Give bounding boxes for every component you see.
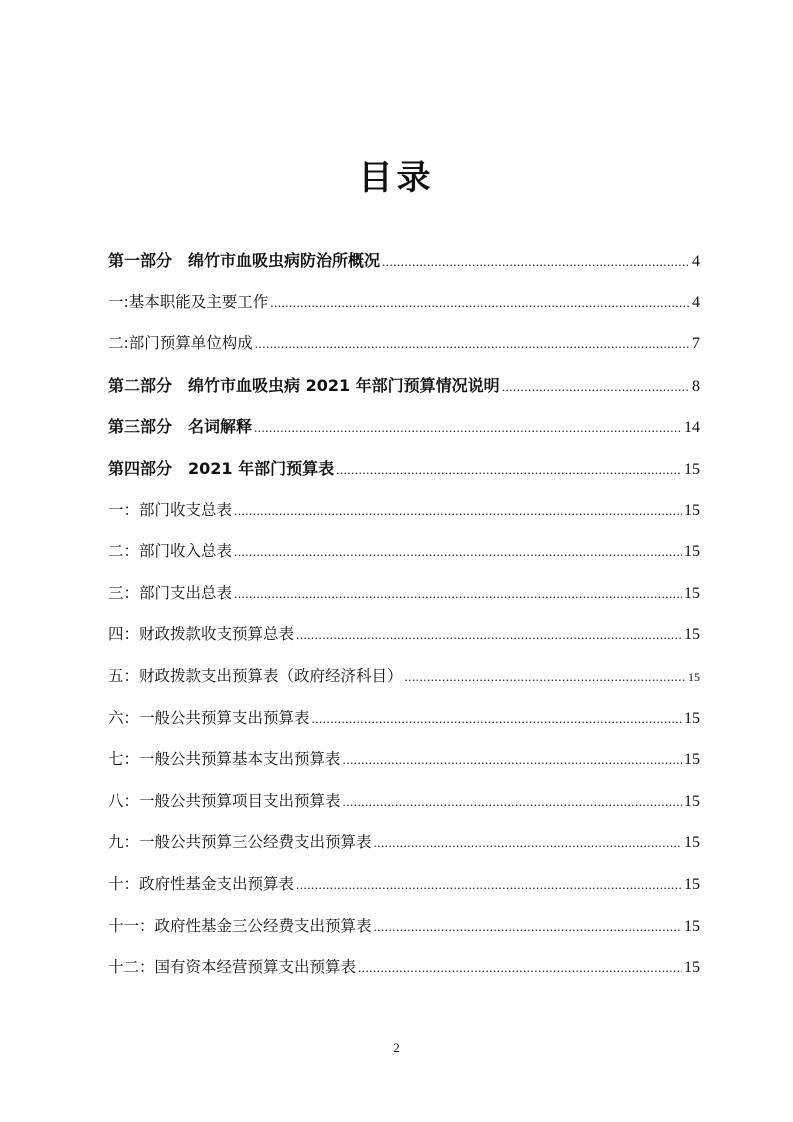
toc-entry-page: 15	[684, 792, 700, 810]
toc-entry-label: 第四部分 2021 年部门预算表	[108, 458, 335, 478]
toc-entry-label: 二:部门预算单位构成	[108, 334, 253, 353]
dot-leader	[382, 254, 690, 270]
dot-leader	[502, 379, 690, 395]
toc-entry-label: 十：政府性基金支出预算表	[108, 874, 295, 893]
toc-entry-page: 15	[684, 460, 700, 478]
toc-entry-page: 15	[684, 834, 700, 852]
toc-entry-page: 7	[692, 335, 700, 353]
dot-leader	[405, 669, 686, 685]
toc-entry-page: 15	[688, 669, 700, 684]
toc-entry[interactable]	[108, 955, 700, 997]
toc-entry[interactable]	[108, 290, 700, 332]
toc-entry-page: 15	[684, 959, 700, 977]
dot-leader	[270, 295, 690, 311]
dot-leader	[255, 336, 690, 352]
toc-entry-label: 四：财政拨款收支预算总表	[108, 625, 295, 644]
toc-entry-label: 二：部门收入总表	[108, 542, 233, 561]
toc-entry[interactable]	[108, 498, 700, 540]
toc-entry-page: 15	[684, 626, 700, 644]
dot-leader	[312, 711, 682, 727]
toc-entry-label: 一:基本职能及主要工作	[108, 292, 269, 311]
dot-leader	[234, 586, 682, 602]
toc-entry-page: 4	[692, 293, 700, 311]
toc-entry-label: 三：部门支出总表	[108, 583, 233, 602]
toc-entry-label: 一：部门收支总表	[108, 500, 233, 519]
toc-entry-label: 九：一般公共预算三公经费支出预算表	[108, 833, 372, 852]
page-title: 目录	[358, 158, 435, 198]
toc-entry[interactable]	[108, 539, 700, 581]
toc-entry-page: 15	[684, 501, 700, 519]
toc-entry[interactable]	[108, 622, 700, 664]
toc-entry-page: 15	[684, 543, 700, 561]
dot-leader	[254, 420, 682, 436]
toc-entry-page: 15	[684, 709, 700, 727]
toc-entry[interactable]	[108, 248, 700, 290]
page-number: 2	[393, 1040, 400, 1055]
dot-leader	[374, 835, 682, 851]
toc-entry-label: 五：财政拨款支出预算表（政府经济科目）	[108, 666, 403, 685]
toc-entry-page: 4	[692, 253, 700, 270]
toc-entry-label: 六：一般公共预算支出预算表	[108, 708, 310, 727]
toc-entry[interactable]	[108, 664, 700, 706]
toc-entry-label: 七：一般公共预算基本支出预算表	[108, 750, 341, 769]
toc-entry[interactable]	[108, 789, 700, 831]
toc-entry[interactable]	[108, 747, 700, 789]
dot-leader	[296, 877, 682, 893]
toc-entry-label: 第一部分 绵竹市血吸虫病防治所概况	[108, 251, 381, 270]
toc-entry[interactable]	[108, 373, 700, 415]
toc-entry-label: 十一：政府性基金三公经费支出预算表	[108, 916, 372, 935]
toc-entry-label: 第三部分 名词解释	[108, 417, 253, 437]
toc-entry-page: 15	[684, 584, 700, 602]
toc-entry-page: 15	[684, 875, 700, 893]
dot-leader	[234, 544, 682, 560]
toc-entry[interactable]	[108, 706, 700, 748]
toc-entry[interactable]	[108, 414, 700, 456]
toc-entry[interactable]	[108, 456, 700, 498]
dot-leader	[343, 794, 682, 810]
toc-entry-page: 14	[684, 419, 700, 437]
toc-entry-label: 八：一般公共预算项目支出预算表	[108, 791, 341, 810]
toc-entry-page: 8	[692, 377, 700, 395]
table-of-contents	[108, 248, 700, 997]
toc-entry-page: 15	[684, 917, 700, 935]
dot-leader	[296, 627, 682, 643]
dot-leader	[336, 462, 682, 478]
toc-entry[interactable]	[108, 331, 700, 373]
toc-entry[interactable]	[108, 872, 700, 914]
dot-leader	[358, 960, 682, 976]
toc-entry[interactable]	[108, 830, 700, 872]
toc-entry[interactable]	[108, 914, 700, 956]
dot-leader	[343, 752, 682, 768]
dot-leader	[374, 919, 682, 935]
dot-leader	[234, 503, 682, 519]
toc-entry-page: 15	[684, 751, 700, 769]
toc-entry[interactable]	[108, 581, 700, 623]
toc-entry-label: 第二部分 绵竹市血吸虫病 2021 年部门预算情况说明	[108, 375, 500, 395]
toc-entry-label: 十二：国有资本经营预算支出预算表	[108, 958, 357, 977]
